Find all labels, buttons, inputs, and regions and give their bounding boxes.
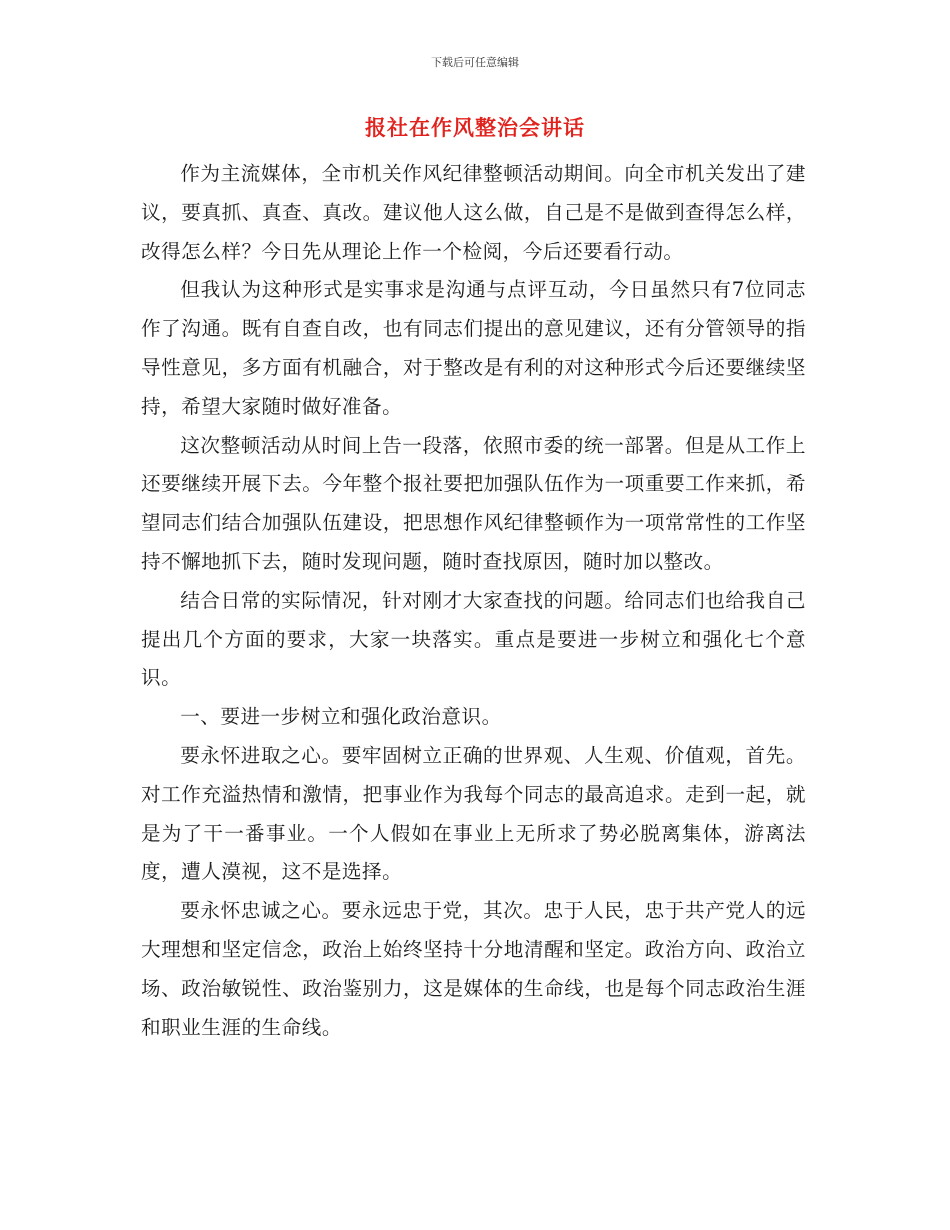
header-note: 下载后可任意编辑 xyxy=(431,56,519,69)
paragraph: 要永怀忠诚之心。要永远忠于党，其次。忠于人民，忠于共产党人的远大理想和坚定信念，政治上始终坚持十分地清醒和坚定。政治方向、政治立场、政治敏锐性、政治鉴别力，这是媒体的生命线，也是每个同志政治生涯和职业生涯的生命线。 xyxy=(141,899,806,1039)
document-body xyxy=(141,155,806,1047)
paragraph: 作为主流媒体，全市机关作风纪律整顿活动期间。向全市机关发出了建议，要真抓、真查、真改。建议他人这么做，自己是不是做到查得怎么样，改得怎么样？今日先从理论上作一个检阅，今后还要看行动。 xyxy=(141,162,806,263)
paragraph: 但我认为这种形式是实事求是沟通与点评互动，今日虽然只有7位同志作了沟通。既有自查自改，也有同志们提出的意见建议，还有分管领导的指导性意见，多方面有机融合，对于整改是有利的对这种形式今后还要继续坚持，希望大家随时做好准备。 xyxy=(141,278,806,418)
paragraph: 结合日常的实际情况，针对刚才大家查找的问题。给同志们也给我自己提出几个方面的要求，大家一块落实。重点是要进一步树立和强化七个意识。 xyxy=(141,588,806,690)
document-title: 报社在作风整治会讲话 xyxy=(365,116,585,140)
paragraph: 这次整顿活动从时间上告一段落，依照市委的统一部署。但是从工作上还要继续开展下去。今年整个报社要把加强队伍作为一项重要工作来抓，希望同志们结合加强队伍建设，把思想作风纪律整顿作为一项常常性的工作坚持不懈地抓下去，随时发现问题，随时查找原因，随时加以整改。 xyxy=(141,433,806,573)
paragraph: 要永怀进取之心。要牢固树立正确的世界观、人生观、价值观，首先。对工作充溢热情和激情，把事业作为我每个同志的最高追求。走到一起，就是为了干一番事业。一个人假如在事业上无所求了势必脱离集体，游离法度，遭人漠视，这不是选择。 xyxy=(141,743,806,884)
section-heading: 一、要进一步树立和强化政治意识。 xyxy=(180,705,502,729)
